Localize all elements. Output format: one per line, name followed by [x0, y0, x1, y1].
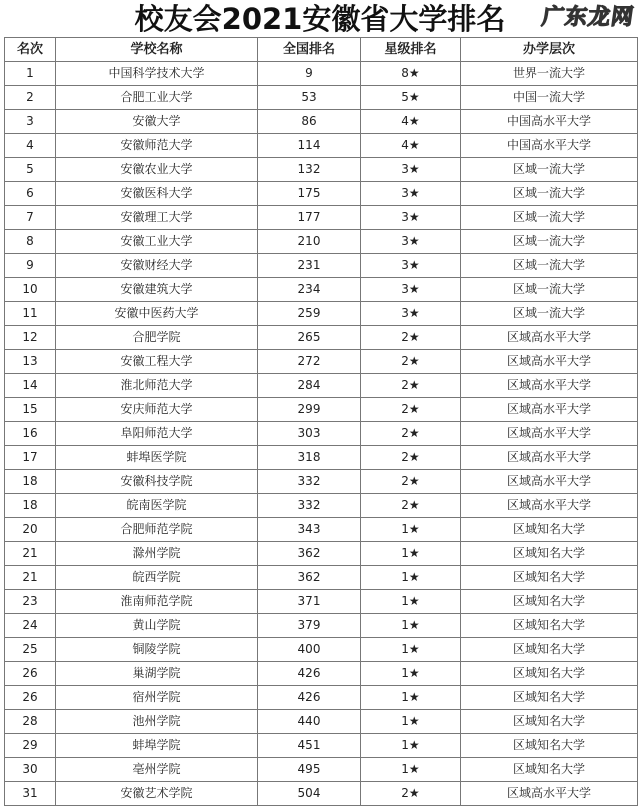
school-level-cell: 中国高水平大学 [461, 110, 638, 134]
star-rank-cell: 8★ [361, 62, 461, 86]
rank-cell: 10 [5, 278, 56, 302]
school-name-cell: 滁州学院 [56, 542, 258, 566]
star-rank-cell: 1★ [361, 710, 461, 734]
school-level-cell: 区域知名大学 [461, 662, 638, 686]
national-rank-cell: 231 [258, 254, 361, 278]
school-name-cell: 合肥师范学院 [56, 518, 258, 542]
rank-cell: 15 [5, 398, 56, 422]
rank-cell: 25 [5, 638, 56, 662]
national-rank-cell: 175 [258, 182, 361, 206]
national-rank-cell: 362 [258, 566, 361, 590]
national-rank-cell: 132 [258, 158, 361, 182]
school-name-cell: 安徽中医药大学 [56, 302, 258, 326]
table-row [5, 422, 638, 446]
school-level-cell: 区域知名大学 [461, 710, 638, 734]
header-rank: 名次 [5, 38, 56, 62]
table-row [5, 590, 638, 614]
rank-cell: 17 [5, 446, 56, 470]
rank-cell: 8 [5, 230, 56, 254]
rank-cell: 14 [5, 374, 56, 398]
star-rank-cell: 1★ [361, 662, 461, 686]
school-name-cell: 宿州学院 [56, 686, 258, 710]
star-rank-cell: 2★ [361, 398, 461, 422]
star-rank-cell: 3★ [361, 230, 461, 254]
school-level-cell: 区域高水平大学 [461, 494, 638, 518]
school-name-cell: 安徽财经大学 [56, 254, 258, 278]
national-rank-cell: 504 [258, 782, 361, 806]
table-row [5, 758, 638, 782]
school-level-cell: 区域知名大学 [461, 758, 638, 782]
school-level-cell: 区域高水平大学 [461, 398, 638, 422]
national-rank-cell: 426 [258, 686, 361, 710]
table-row [5, 86, 638, 110]
national-rank-cell: 332 [258, 470, 361, 494]
star-rank-cell: 3★ [361, 302, 461, 326]
national-rank-cell: 318 [258, 446, 361, 470]
rank-cell: 30 [5, 758, 56, 782]
school-level-cell: 区域一流大学 [461, 158, 638, 182]
school-name-cell: 安徽理工大学 [56, 206, 258, 230]
school-level-cell: 区域一流大学 [461, 182, 638, 206]
table-row [5, 518, 638, 542]
table-row [5, 734, 638, 758]
school-level-cell: 区域知名大学 [461, 590, 638, 614]
school-level-cell: 区域一流大学 [461, 230, 638, 254]
star-rank-cell: 1★ [361, 518, 461, 542]
school-name-cell: 合肥工业大学 [56, 86, 258, 110]
watermark-logo: 广东龙网 [540, 5, 636, 30]
star-rank-cell: 2★ [361, 350, 461, 374]
table-row [5, 542, 638, 566]
school-level-cell: 区域高水平大学 [461, 422, 638, 446]
school-name-cell: 蚌埠医学院 [56, 446, 258, 470]
table-header-row [5, 38, 638, 62]
national-rank-cell: 210 [258, 230, 361, 254]
rank-cell: 28 [5, 710, 56, 734]
national-rank-cell: 379 [258, 614, 361, 638]
school-name-cell: 中国科学技术大学 [56, 62, 258, 86]
school-name-cell: 巢湖学院 [56, 662, 258, 686]
school-name-cell: 淮北师范大学 [56, 374, 258, 398]
national-rank-cell: 284 [258, 374, 361, 398]
school-name-cell: 安徽艺术学院 [56, 782, 258, 806]
national-rank-cell: 400 [258, 638, 361, 662]
school-level-cell: 区域知名大学 [461, 614, 638, 638]
table-row [5, 446, 638, 470]
school-level-cell: 区域知名大学 [461, 686, 638, 710]
school-name-cell: 安徽科技学院 [56, 470, 258, 494]
star-rank-cell: 3★ [361, 158, 461, 182]
rank-cell: 21 [5, 566, 56, 590]
rank-cell: 3 [5, 110, 56, 134]
school-level-cell: 区域高水平大学 [461, 374, 638, 398]
table-row [5, 110, 638, 134]
header-school-level: 办学层次 [461, 38, 638, 62]
table-row [5, 350, 638, 374]
school-name-cell: 安徽师范大学 [56, 134, 258, 158]
table-row [5, 182, 638, 206]
table-row [5, 254, 638, 278]
school-level-cell: 区域高水平大学 [461, 470, 638, 494]
table-row [5, 710, 638, 734]
star-rank-cell: 2★ [361, 422, 461, 446]
rank-cell: 12 [5, 326, 56, 350]
table-row [5, 470, 638, 494]
table-row [5, 782, 638, 806]
page-title: 校友会2021安徽省大学排名 [134, 2, 506, 36]
school-name-cell: 皖西学院 [56, 566, 258, 590]
table-row [5, 230, 638, 254]
table-row [5, 206, 638, 230]
rank-cell: 11 [5, 302, 56, 326]
school-level-cell: 区域知名大学 [461, 542, 638, 566]
table-row [5, 566, 638, 590]
star-rank-cell: 5★ [361, 86, 461, 110]
star-rank-cell: 2★ [361, 470, 461, 494]
rank-cell: 1 [5, 62, 56, 86]
national-rank-cell: 9 [258, 62, 361, 86]
star-rank-cell: 1★ [361, 638, 461, 662]
rank-cell: 18 [5, 470, 56, 494]
star-rank-cell: 1★ [361, 542, 461, 566]
star-rank-cell: 3★ [361, 278, 461, 302]
rank-cell: 26 [5, 662, 56, 686]
star-rank-cell: 1★ [361, 686, 461, 710]
national-rank-cell: 303 [258, 422, 361, 446]
school-level-cell: 区域一流大学 [461, 206, 638, 230]
school-name-cell: 安徽工程大学 [56, 350, 258, 374]
school-name-cell: 皖南医学院 [56, 494, 258, 518]
rank-cell: 21 [5, 542, 56, 566]
header-national-rank: 全国排名 [258, 38, 361, 62]
table-row [5, 158, 638, 182]
header-star-rank: 星级排名 [361, 38, 461, 62]
star-rank-cell: 2★ [361, 326, 461, 350]
national-rank-cell: 332 [258, 494, 361, 518]
school-level-cell: 区域知名大学 [461, 638, 638, 662]
school-name-cell: 池州学院 [56, 710, 258, 734]
national-rank-cell: 451 [258, 734, 361, 758]
table-row [5, 638, 638, 662]
school-name-cell: 安徽医科大学 [56, 182, 258, 206]
star-rank-cell: 3★ [361, 182, 461, 206]
school-level-cell: 区域高水平大学 [461, 446, 638, 470]
national-rank-cell: 495 [258, 758, 361, 782]
national-rank-cell: 272 [258, 350, 361, 374]
rank-cell: 9 [5, 254, 56, 278]
rank-cell: 2 [5, 86, 56, 110]
school-level-cell: 中国高水平大学 [461, 134, 638, 158]
star-rank-cell: 1★ [361, 758, 461, 782]
school-level-cell: 区域高水平大学 [461, 326, 638, 350]
national-rank-cell: 259 [258, 302, 361, 326]
school-level-cell: 区域高水平大学 [461, 350, 638, 374]
school-name-cell: 安徽工业大学 [56, 230, 258, 254]
school-name-cell: 黄山学院 [56, 614, 258, 638]
school-level-cell: 区域知名大学 [461, 734, 638, 758]
school-name-cell: 安徽建筑大学 [56, 278, 258, 302]
national-rank-cell: 114 [258, 134, 361, 158]
school-name-cell: 阜阳师范大学 [56, 422, 258, 446]
table-row [5, 494, 638, 518]
rank-cell: 24 [5, 614, 56, 638]
national-rank-cell: 86 [258, 110, 361, 134]
national-rank-cell: 440 [258, 710, 361, 734]
national-rank-cell: 426 [258, 662, 361, 686]
national-rank-cell: 234 [258, 278, 361, 302]
rank-cell: 31 [5, 782, 56, 806]
school-level-cell: 世界一流大学 [461, 62, 638, 86]
star-rank-cell: 4★ [361, 110, 461, 134]
table-row [5, 278, 638, 302]
table-row [5, 326, 638, 350]
star-rank-cell: 1★ [361, 734, 461, 758]
national-rank-cell: 371 [258, 590, 361, 614]
rank-cell: 5 [5, 158, 56, 182]
ranking-table [4, 37, 638, 806]
school-level-cell: 区域高水平大学 [461, 782, 638, 806]
header-school-name: 学校名称 [56, 38, 258, 62]
star-rank-cell: 1★ [361, 590, 461, 614]
national-rank-cell: 343 [258, 518, 361, 542]
star-rank-cell: 1★ [361, 566, 461, 590]
rank-cell: 23 [5, 590, 56, 614]
school-name-cell: 安徽农业大学 [56, 158, 258, 182]
rank-cell: 29 [5, 734, 56, 758]
rank-cell: 18 [5, 494, 56, 518]
star-rank-cell: 2★ [361, 782, 461, 806]
rank-cell: 7 [5, 206, 56, 230]
rank-cell: 16 [5, 422, 56, 446]
national-rank-cell: 53 [258, 86, 361, 110]
school-level-cell: 区域一流大学 [461, 254, 638, 278]
national-rank-cell: 362 [258, 542, 361, 566]
rank-cell: 20 [5, 518, 56, 542]
star-rank-cell: 4★ [361, 134, 461, 158]
table-row [5, 662, 638, 686]
table-row [5, 302, 638, 326]
national-rank-cell: 265 [258, 326, 361, 350]
school-name-cell: 淮南师范学院 [56, 590, 258, 614]
table-row [5, 62, 638, 86]
national-rank-cell: 299 [258, 398, 361, 422]
national-rank-cell: 177 [258, 206, 361, 230]
rank-cell: 6 [5, 182, 56, 206]
table-row [5, 614, 638, 638]
rank-cell: 26 [5, 686, 56, 710]
school-level-cell: 中国一流大学 [461, 86, 638, 110]
rank-cell: 4 [5, 134, 56, 158]
star-rank-cell: 2★ [361, 374, 461, 398]
school-level-cell: 区域一流大学 [461, 302, 638, 326]
school-name-cell: 铜陵学院 [56, 638, 258, 662]
school-name-cell: 安徽大学 [56, 110, 258, 134]
school-name-cell: 安庆师范大学 [56, 398, 258, 422]
rank-cell: 13 [5, 350, 56, 374]
star-rank-cell: 3★ [361, 254, 461, 278]
school-name-cell: 合肥学院 [56, 326, 258, 350]
school-name-cell: 蚌埠学院 [56, 734, 258, 758]
table-row [5, 398, 638, 422]
school-name-cell: 亳州学院 [56, 758, 258, 782]
school-level-cell: 区域知名大学 [461, 566, 638, 590]
star-rank-cell: 2★ [361, 494, 461, 518]
star-rank-cell: 3★ [361, 206, 461, 230]
table-row [5, 134, 638, 158]
star-rank-cell: 1★ [361, 614, 461, 638]
table-row [5, 686, 638, 710]
school-level-cell: 区域一流大学 [461, 278, 638, 302]
table-row [5, 374, 638, 398]
star-rank-cell: 2★ [361, 446, 461, 470]
school-level-cell: 区域知名大学 [461, 518, 638, 542]
